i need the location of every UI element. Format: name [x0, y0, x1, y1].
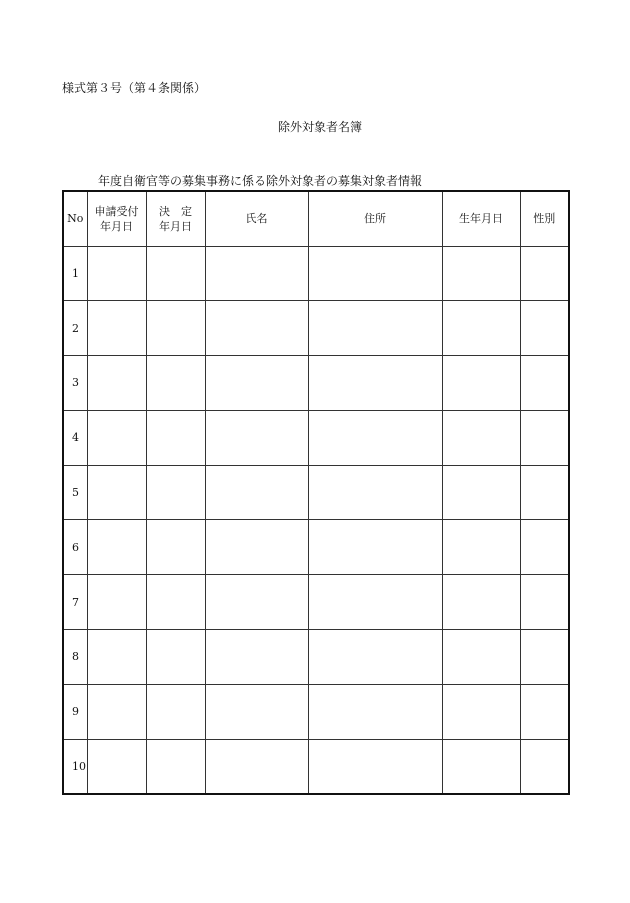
name-cell[interactable] [205, 520, 308, 575]
gender-cell[interactable] [520, 356, 569, 411]
table-row [63, 301, 569, 356]
address-cell[interactable] [308, 356, 442, 411]
row-number: 5 [63, 465, 87, 520]
name-cell[interactable] [205, 246, 308, 301]
column-header-decision-date-line2: 年月日 [159, 219, 192, 233]
decision-date-cell[interactable] [146, 301, 205, 356]
birth-date-cell[interactable] [442, 356, 520, 411]
row-number: 7 [63, 575, 87, 630]
name-cell[interactable] [205, 575, 308, 630]
table-row [63, 575, 569, 630]
gender-cell[interactable] [520, 410, 569, 465]
table-row [63, 356, 569, 411]
row-number: 2 [63, 301, 87, 356]
decision-date-cell[interactable] [146, 465, 205, 520]
name-cell[interactable] [205, 630, 308, 685]
column-header-application-date-line2: 年月日 [100, 219, 133, 233]
table-row [63, 630, 569, 685]
application-date-cell[interactable] [87, 246, 146, 301]
gender-cell[interactable] [520, 246, 569, 301]
column-header-application-date [87, 191, 146, 246]
gender-cell[interactable] [520, 301, 569, 356]
application-date-cell[interactable] [87, 575, 146, 630]
column-header-birth-date: 生年月日 [442, 191, 520, 246]
name-cell[interactable] [205, 356, 308, 411]
form-number: 様式第３号（第４条関係） [62, 81, 207, 95]
birth-date-cell[interactable] [442, 410, 520, 465]
gender-cell[interactable] [520, 520, 569, 575]
gender-cell[interactable] [520, 465, 569, 520]
birth-date-cell[interactable] [442, 575, 520, 630]
gender-cell[interactable] [520, 575, 569, 630]
name-cell[interactable] [205, 410, 308, 465]
application-date-cell[interactable] [87, 520, 146, 575]
application-date-cell[interactable] [87, 465, 146, 520]
table-caption: 年度自衛官等の募集事務に係る除外対象者の募集対象者情報 [98, 174, 423, 188]
name-cell[interactable] [205, 301, 308, 356]
document-title: 除外対象者名簿 [277, 120, 362, 134]
decision-date-cell[interactable] [146, 630, 205, 685]
decision-date-cell[interactable] [146, 575, 205, 630]
decision-date-cell[interactable] [146, 520, 205, 575]
birth-date-cell[interactable] [442, 465, 520, 520]
birth-date-cell[interactable] [442, 630, 520, 685]
application-date-cell[interactable] [87, 410, 146, 465]
row-number: 8 [63, 630, 87, 685]
row-number: 1 [63, 246, 87, 301]
decision-date-cell[interactable] [146, 739, 205, 794]
table-row [63, 465, 569, 520]
address-cell[interactable] [308, 739, 442, 794]
birth-date-cell[interactable] [442, 739, 520, 794]
table-header-row [63, 191, 569, 246]
address-cell[interactable] [308, 301, 442, 356]
application-date-cell[interactable] [87, 739, 146, 794]
address-cell[interactable] [308, 410, 442, 465]
application-date-cell[interactable] [87, 630, 146, 685]
table-row [63, 739, 569, 794]
address-cell[interactable] [308, 520, 442, 575]
column-header-no: No [63, 191, 87, 246]
address-cell[interactable] [308, 575, 442, 630]
decision-date-cell[interactable] [146, 356, 205, 411]
column-header-gender: 性別 [520, 191, 569, 246]
gender-cell[interactable] [520, 684, 569, 739]
column-header-decision-date [146, 191, 205, 246]
address-cell[interactable] [308, 465, 442, 520]
birth-date-cell[interactable] [442, 301, 520, 356]
gender-cell[interactable] [520, 630, 569, 685]
address-cell[interactable] [308, 630, 442, 685]
row-number: 3 [63, 356, 87, 411]
column-header-name: 氏名 [205, 191, 308, 246]
row-number: 6 [63, 520, 87, 575]
decision-date-cell[interactable] [146, 410, 205, 465]
decision-date-cell[interactable] [146, 684, 205, 739]
column-header-address: 住所 [308, 191, 442, 246]
address-cell[interactable] [308, 684, 442, 739]
application-date-cell[interactable] [87, 356, 146, 411]
row-number: 9 [63, 684, 87, 739]
row-number: 4 [63, 410, 87, 465]
gender-cell[interactable] [520, 739, 569, 794]
name-cell[interactable] [205, 684, 308, 739]
column-header-decision-date-line1: 決 定 [159, 204, 192, 218]
table-row [63, 410, 569, 465]
birth-date-cell[interactable] [442, 520, 520, 575]
address-cell[interactable] [308, 246, 442, 301]
application-date-cell[interactable] [87, 301, 146, 356]
decision-date-cell[interactable] [146, 246, 205, 301]
table-row [63, 520, 569, 575]
birth-date-cell[interactable] [442, 246, 520, 301]
row-number: 10 [63, 739, 87, 794]
table-row [63, 684, 569, 739]
name-cell[interactable] [205, 739, 308, 794]
application-date-cell[interactable] [87, 684, 146, 739]
birth-date-cell[interactable] [442, 684, 520, 739]
exclusion-register-table [62, 190, 570, 795]
name-cell[interactable] [205, 465, 308, 520]
column-header-application-date-line1: 申請受付 [94, 204, 139, 218]
table-row [63, 246, 569, 301]
